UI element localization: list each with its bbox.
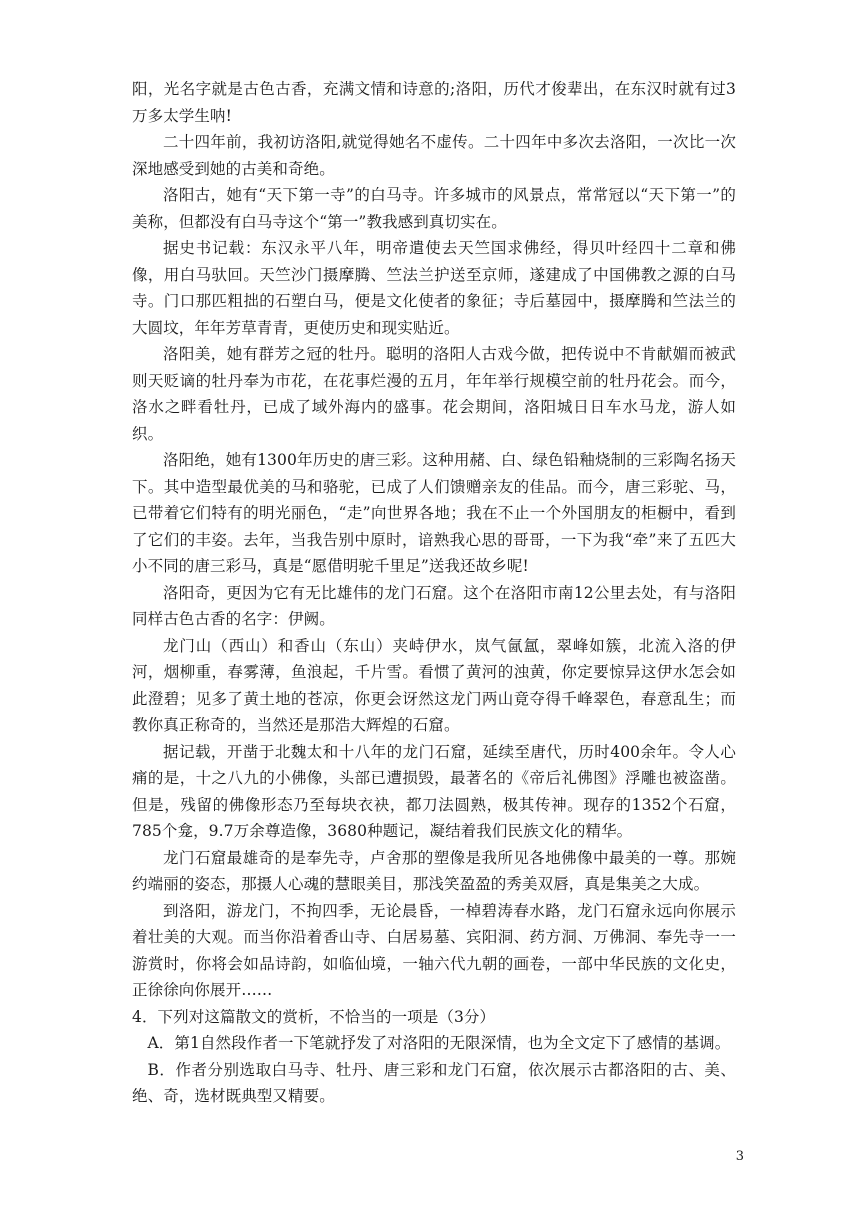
paragraph: 龙门石窟最雄奇的是奉先寺，卢舍那的塑像是我所见各地佛像中最美的一尊。那婉约端丽的姿态，那摄人心魂的慧眼美目，那浅笑盈盈的秀美双唇，真是集美之大成。: [132, 848, 736, 893]
answer-option-a: A．第1自然段作者一下笔就抒发了对洛阳的无限深情，也为全文定下了感情的基调。: [147, 1034, 731, 1052]
paragraph: 二十四年前，我初访洛阳,就觉得她名不虚传。二十四年中多次去洛阳，一次比一次深地感受到她的古美和奇绝。: [132, 133, 736, 178]
paragraph: 据记载，开凿于北魏太和十八年的龙门石窟，延续至唐代，历时400余年。令人心痛的是，十之八九的小佛像，头部已遭损毁，最著名的《帝后礼佛图》浮雕也被盗凿。但是，残留的佛像形态乃至每块衣袂，都刀法圆熟，极其传神。现存的1352个石窟，785个龛，9.7万余尊造像，3680种题记，凝结着我们民族文化的精华。: [132, 742, 736, 840]
page-number: 3: [735, 1149, 744, 1164]
paragraph: 洛阳古，她有“天下第一寺”的白马寺。许多城市的风景点，常常冠以“天下第一”的美称，但都没有白马寺这个“第一”教我感到真切实在。: [132, 186, 736, 231]
paragraph: 洛阳绝，她有1300年历史的唐三彩。这种用赭、白、绿色铅釉烧制的三彩陶名扬天下。其中造型最优美的马和骆驼，已成了人们馈赠亲友的佳品。而今，唐三彩驼、马，已带着它们特有的明光丽色，“走”向世界各地；我在不止一个外国朋友的柜橱中，看到了它们的丰姿。去年，当我告别中原时，谙熟我心思的哥哥，一下为我“牵”来了五匹大小不同的唐三彩马，真是“愿借明驼千里足”送我还故乡呢!: [132, 451, 736, 575]
question-stem: 4．下列对这篇散文的赏析，不恰当的一项是（3分）: [132, 1007, 496, 1026]
paragraph: 据史书记载：东汉永平八年，明帝遣使去天竺国求佛经，得贝叶经四十二章和佛像，用白马驮回。天竺沙门摄摩腾、竺法兰护送至京师，遂建成了中国佛教之源的白马寺。门口那匹粗拙的石塑白马，便是文化使者的象征；寺后墓园中，摄摩腾和竺法兰的大圆坟，年年芳草青青，更使历史和现实贴近。: [132, 239, 736, 337]
answer-option-b: B．作者分别选取白马寺、牡丹、唐三彩和龙门石窟，依次展示古都洛阳的古、美、绝、奇，选材既典型又精要。: [132, 1060, 736, 1105]
paragraph-continuation: 阳，光名字就是古色古香，充满文情和诗意的;洛阳，历代才俊辈出，在东汉时就有过3万多太学生呐!: [132, 80, 736, 125]
paragraph: 洛阳美，她有群芳之冠的牡丹。聪明的洛阳人古戏今做，把传说中不肯献媚而被武则天贬谪的牡丹奉为市花，在花事烂漫的五月，年年举行规模空前的牡丹花会。而今，洛水之畔看牡丹，已成了域外海内的盛事。花会期间，洛阳城日日车水马龙，游人如织。: [132, 345, 736, 443]
paragraph: 龙门山（西山）和香山（东山）夹峙伊水，岚气氤氲，翠峰如簇，北流入洛的伊河，烟柳重，春雾薄，鱼浪起，千片雪。看惯了黄河的浊黄，你定要惊异这伊水怎会如此澄碧；见多了黄土地的苍凉，你更会讶然这龙门两山竟夺得千峰翠色，春意乱生；而教你真正称奇的，当然还是那浩大辉煌的石窟。: [132, 636, 736, 734]
paragraph: 到洛阳，游龙门，不拘四季，无论晨昏，一棹碧涛春水路，龙门石窟永远向你展示着壮美的大观。而当你沿着香山寺、白居易墓、宾阳洞、药方洞、万佛洞、奉先寺一一游赏时，你将会如品诗韵，如临仙境，一轴六代九朝的画卷，一部中华民族的文化史，正徐徐向你展开……: [132, 901, 736, 999]
paragraph: 洛阳奇，更因为它有无比雄伟的龙门石窟。这个在洛阳市南12公里去处，有与洛阳同样古色古香的名字：伊阙。: [132, 583, 736, 628]
article-body: [132, 76, 736, 1110]
